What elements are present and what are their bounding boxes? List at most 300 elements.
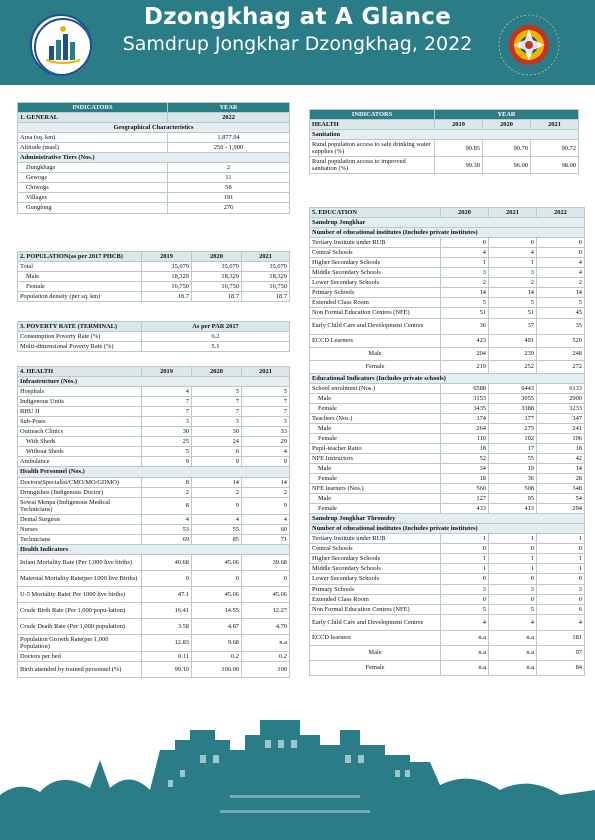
edu-ind-label: Female bbox=[310, 504, 441, 514]
infra-value: 30 bbox=[192, 427, 242, 437]
infra-value: 7 bbox=[192, 407, 242, 417]
edu-ind-label: School enrolment (Nos.) bbox=[310, 383, 441, 393]
dzongkhag-emblem bbox=[493, 10, 567, 80]
thr-value: n.a bbox=[441, 630, 489, 645]
right-health-year-3: 2021 bbox=[531, 120, 579, 130]
inst-value: 272 bbox=[537, 360, 585, 373]
inst-value: 45 bbox=[537, 308, 585, 318]
infra-row bbox=[18, 407, 290, 417]
edu-ind-value: 2900 bbox=[537, 393, 585, 403]
thr-value: 181 bbox=[537, 630, 585, 645]
health-ind-value: 100.00 bbox=[192, 662, 242, 678]
population-value: 16,750 bbox=[192, 282, 242, 292]
edu-ind-value: 3435 bbox=[441, 403, 489, 413]
edu-ind-value: 377 bbox=[489, 413, 537, 423]
general-label: Altitude (masl) bbox=[18, 143, 168, 153]
health-ind-value: 0.11 bbox=[142, 651, 192, 661]
infra-row bbox=[18, 457, 290, 467]
inst-value: 51 bbox=[441, 308, 489, 318]
inst-row bbox=[310, 334, 585, 347]
edu-ind-value: 42 bbox=[537, 453, 585, 463]
edu-ind-value: 36 bbox=[489, 473, 537, 483]
thr-value: 1 bbox=[489, 564, 537, 574]
edu-ind-row bbox=[310, 504, 585, 514]
thromdey-subhead: Samdrup Jongkhar Thromdey bbox=[310, 514, 585, 524]
infra-value: 3 bbox=[242, 417, 290, 427]
thr-value: 0 bbox=[441, 574, 489, 584]
health-ind-value: 0 bbox=[142, 570, 192, 586]
personnel-value: 9 bbox=[242, 497, 290, 514]
edu-ind-value: 508 bbox=[489, 484, 537, 494]
inst-value: 5 bbox=[441, 298, 489, 308]
edu-ind-label: Male bbox=[310, 494, 441, 504]
poverty-value: 5.1 bbox=[142, 342, 290, 352]
health-year-2: 2020 bbox=[192, 367, 242, 377]
inst-value: 0 bbox=[489, 238, 537, 248]
population-row bbox=[18, 272, 290, 282]
personnel-value: 2 bbox=[242, 487, 290, 497]
admin-row bbox=[18, 163, 290, 173]
poverty-label: Consumption Poverty Rate (%) bbox=[18, 332, 142, 342]
inst-label: Higher Secondary Schools bbox=[310, 258, 441, 268]
inst-row bbox=[310, 308, 585, 318]
thr-row bbox=[310, 544, 585, 554]
population-year-2: 2020 bbox=[192, 252, 242, 262]
infra-row bbox=[18, 417, 290, 427]
edu-ind-row bbox=[310, 383, 585, 393]
inst-value: 4 bbox=[537, 268, 585, 278]
inst-value: 0 bbox=[537, 248, 585, 258]
edu-ind-value: 6133 bbox=[537, 383, 585, 393]
personnel-value: 85 bbox=[192, 534, 242, 544]
infra-label: With Sheds bbox=[18, 437, 142, 447]
edu-ind-value: 347 bbox=[537, 413, 585, 423]
page-header bbox=[0, 0, 595, 85]
thr-value: 0 bbox=[489, 574, 537, 584]
thr-row bbox=[310, 604, 585, 614]
personnel-value: 4 bbox=[142, 514, 192, 524]
thr-value: 1 bbox=[537, 564, 585, 574]
infra-value: 7 bbox=[242, 397, 290, 407]
edu-ind-row bbox=[310, 423, 585, 433]
right-indicators-header: INDICATORS bbox=[310, 110, 435, 120]
health-ind-value: 100 bbox=[242, 662, 290, 678]
thr-label: ECCD learners bbox=[310, 630, 441, 645]
personnel-subhead: Health Personnel (Nos.) bbox=[18, 467, 290, 477]
inst-label: Male bbox=[310, 347, 441, 360]
edu-ind-value: 102 bbox=[489, 433, 537, 443]
population-label: Population density (per sq. km) bbox=[18, 292, 142, 302]
inst-value: 37 bbox=[489, 318, 537, 334]
poverty-value: 6.2 bbox=[142, 332, 290, 342]
inst-row bbox=[310, 268, 585, 278]
education-label: 5. EDUCATION bbox=[310, 208, 441, 218]
indicators-header: INDICATORS bbox=[18, 103, 168, 113]
thr-value: 0 bbox=[441, 594, 489, 604]
health-ind-value: 0 bbox=[242, 570, 290, 586]
thr-value: 5 bbox=[441, 604, 489, 614]
admin-row bbox=[18, 203, 290, 213]
sanitation-label: Rural population access to improved sanitation (%) bbox=[310, 157, 435, 174]
inst-value: 0 bbox=[441, 238, 489, 248]
thr-label: Extended Class Room bbox=[310, 594, 441, 604]
education-year-2: 2021 bbox=[489, 208, 537, 218]
thr-value: 84 bbox=[537, 660, 585, 675]
general-value: 1,877.94 bbox=[168, 133, 290, 143]
thr-label: Middle Secondary Schools bbox=[310, 564, 441, 574]
personnel-value: 4 bbox=[192, 514, 242, 524]
health-ind-row bbox=[18, 586, 290, 602]
health-ind-value: 40.68 bbox=[142, 554, 192, 570]
thr-value: n.a bbox=[489, 630, 537, 645]
inst-row bbox=[310, 238, 585, 248]
inst-value: 3 bbox=[489, 268, 537, 278]
inst-value: 2 bbox=[537, 278, 585, 288]
infra-value: 29 bbox=[242, 437, 290, 447]
thr-label: Central Schools bbox=[310, 544, 441, 554]
sanitation-value: 99.85 bbox=[435, 140, 483, 157]
right-health-year-1: 2019 bbox=[435, 120, 483, 130]
thr-row bbox=[310, 574, 585, 584]
inst-value: 14 bbox=[441, 288, 489, 298]
geo-subhead: Geographical Characteristics bbox=[18, 123, 290, 133]
infra-row bbox=[18, 427, 290, 437]
population-table bbox=[17, 251, 290, 302]
thr-row bbox=[310, 614, 585, 630]
thr-label: Early Child Care and Development Centres bbox=[310, 614, 441, 630]
personnel-label: Dental Surgeon bbox=[18, 514, 142, 524]
health-ind-value: n.a bbox=[242, 634, 290, 651]
edu-ind-label: Female bbox=[310, 403, 441, 413]
edu-ind-row bbox=[310, 473, 585, 483]
population-label: Male bbox=[18, 272, 142, 282]
health-ind-label: Population Growth Rate(per 1,000 Population) bbox=[18, 634, 142, 651]
education-table bbox=[309, 207, 585, 676]
edu-ind-value: 374 bbox=[441, 413, 489, 423]
health-ind-value: 4.79 bbox=[242, 618, 290, 634]
infra-row bbox=[18, 447, 290, 457]
infra-value: 5 bbox=[142, 447, 192, 457]
inst-subhead: Number of educational institutes (Includes private institutes) bbox=[310, 228, 585, 238]
edu-ind-label: NFE Instructors bbox=[310, 453, 441, 463]
population-value: 18,329 bbox=[192, 272, 242, 282]
thr-row bbox=[310, 584, 585, 594]
admin-label: Gewogs bbox=[18, 173, 168, 183]
inst-value: 14 bbox=[537, 288, 585, 298]
personnel-value: 71 bbox=[242, 534, 290, 544]
infra-value: 9 bbox=[142, 457, 192, 467]
infra-value: 4 bbox=[142, 387, 192, 397]
admin-value: 58 bbox=[168, 183, 290, 193]
inst-label: Central Schools bbox=[310, 248, 441, 258]
health-ind-label: Infant Mortality Rate (Per 1,000 live births) bbox=[18, 554, 142, 570]
thr-row bbox=[310, 630, 585, 645]
inst-value: 5 bbox=[489, 298, 537, 308]
inst-label: Middle Secondary Schools bbox=[310, 268, 441, 278]
edu-ind-value: 95 bbox=[489, 494, 537, 504]
edu-ind-value: 275 bbox=[489, 423, 537, 433]
poverty-col: As per PAR 2017 bbox=[142, 322, 290, 332]
infra-label: Ambulance bbox=[18, 457, 142, 467]
infra-label: BHU II bbox=[18, 407, 142, 417]
health-ind-row bbox=[18, 662, 290, 678]
inst-label: Primary Schools bbox=[310, 288, 441, 298]
thr-label: Primary Schools bbox=[310, 584, 441, 594]
inst-row bbox=[310, 288, 585, 298]
health-table bbox=[17, 366, 290, 678]
edu-ind-subhead: Educational Indicators (Includes private schools) bbox=[310, 373, 585, 383]
inst-label: Lower Secondary Schools bbox=[310, 278, 441, 288]
admin-value: 276 bbox=[168, 203, 290, 213]
infra-value: 7 bbox=[242, 407, 290, 417]
health-ind-label: Crude Death Rate (Per 1,000 population) bbox=[18, 618, 142, 634]
edu-ind-row bbox=[310, 463, 585, 473]
thr-value: 0 bbox=[489, 544, 537, 554]
infra-label: Without Sheds bbox=[18, 447, 142, 457]
poverty-row bbox=[18, 342, 290, 352]
inst-label: Extended Class Room bbox=[310, 298, 441, 308]
general-label: 1. GENERAL bbox=[18, 113, 168, 123]
thr-row bbox=[310, 594, 585, 604]
thr-value: 4 bbox=[537, 614, 585, 630]
infra-value: 7 bbox=[192, 397, 242, 407]
infra-value: 7 bbox=[142, 397, 192, 407]
edu-ind-row bbox=[310, 494, 585, 504]
health-year-3: 2021 bbox=[242, 367, 290, 377]
admin-row bbox=[18, 173, 290, 183]
health-ind-label: Doctors per bed bbox=[18, 651, 142, 661]
inst-value: 248 bbox=[537, 347, 585, 360]
personnel-row bbox=[18, 497, 290, 514]
sanitation-table bbox=[309, 109, 579, 174]
admin-value: 2 bbox=[168, 163, 290, 173]
inst-value: 4 bbox=[441, 248, 489, 258]
admin-value: 191 bbox=[168, 193, 290, 203]
inst-label: ECCD Learners bbox=[310, 334, 441, 347]
edu-ind-value: 14 bbox=[537, 463, 585, 473]
edu-ind-value: 34 bbox=[441, 463, 489, 473]
personnel-value: 60 bbox=[242, 524, 290, 534]
inst-row bbox=[310, 258, 585, 268]
inst-value: 36 bbox=[441, 318, 489, 334]
thromdey-inst-subhead: Number of educational institutes (Includes private institutes) bbox=[310, 524, 585, 534]
edu-ind-value: 18 bbox=[441, 473, 489, 483]
personnel-value: 8 bbox=[142, 477, 192, 487]
health-ind-value: 45.06 bbox=[242, 586, 290, 602]
personnel-value: 8 bbox=[142, 497, 192, 514]
sanitation-subhead: Sanitation bbox=[310, 130, 579, 140]
year-header: YEAR bbox=[168, 103, 290, 113]
health-ind-row bbox=[18, 602, 290, 618]
inst-value: 4 bbox=[489, 248, 537, 258]
inst-value: 520 bbox=[537, 334, 585, 347]
admin-row bbox=[18, 193, 290, 203]
infra-value: 5 bbox=[192, 387, 242, 397]
population-value: 18,329 bbox=[142, 272, 192, 282]
infra-value: 6 bbox=[192, 447, 242, 457]
edu-ind-value: 110 bbox=[441, 433, 489, 443]
population-row bbox=[18, 262, 290, 272]
infra-value: 33 bbox=[242, 427, 290, 437]
infra-value: 3 bbox=[142, 417, 192, 427]
edu-ind-value: 6443 bbox=[489, 383, 537, 393]
thr-value: 6 bbox=[537, 604, 585, 614]
health-ind-value: 9.68 bbox=[192, 634, 242, 651]
edu-ind-value: 6588 bbox=[441, 383, 489, 393]
thr-label: Male bbox=[310, 645, 441, 660]
health-ind-row bbox=[18, 618, 290, 634]
health-ind-value: 12.27 bbox=[242, 602, 290, 618]
population-value: 16,750 bbox=[142, 282, 192, 292]
sanitation-value: 96.00 bbox=[483, 157, 531, 174]
health-ind-value: 0 bbox=[192, 570, 242, 586]
infra-label: Outreach Clinics bbox=[18, 427, 142, 437]
health-ind-value: 3.58 bbox=[142, 618, 192, 634]
infra-value: 4 bbox=[242, 447, 290, 457]
inst-value: 51 bbox=[489, 308, 537, 318]
inst-value: 3 bbox=[441, 268, 489, 278]
thr-value: 1 bbox=[537, 534, 585, 544]
inst-value: 0 bbox=[537, 238, 585, 248]
personnel-label: Sowai Menpa (Indigenous Medical Technicians) bbox=[18, 497, 142, 514]
edu-ind-value: 3388 bbox=[489, 403, 537, 413]
personnel-label: Nurses bbox=[18, 524, 142, 534]
personnel-value: 2 bbox=[142, 487, 192, 497]
admin-value: 11 bbox=[168, 173, 290, 183]
health-ind-value: 4.87 bbox=[192, 618, 242, 634]
inst-row bbox=[310, 318, 585, 334]
sanitation-value: 98.00 bbox=[531, 157, 579, 174]
personnel-value: 9 bbox=[192, 497, 242, 514]
indicators-subhead: Health Indicators bbox=[18, 544, 290, 554]
inst-row bbox=[310, 248, 585, 258]
general-value: 250 - 1,900 bbox=[168, 143, 290, 153]
infra-value: 30 bbox=[142, 427, 192, 437]
inst-value: 219 bbox=[441, 360, 489, 373]
general-table bbox=[17, 102, 290, 214]
general-row bbox=[18, 143, 290, 153]
right-health-year-2: 2020 bbox=[483, 120, 531, 130]
infra-row bbox=[18, 397, 290, 407]
edu-ind-value: 52 bbox=[441, 453, 489, 463]
infra-value: 24 bbox=[192, 437, 242, 447]
edu-ind-value: 348 bbox=[537, 484, 585, 494]
admin-label: Villages bbox=[18, 193, 168, 203]
dzong-skyline-illustration bbox=[0, 700, 595, 840]
admin-label: Dungkhags bbox=[18, 163, 168, 173]
health-ind-value: 47.1 bbox=[142, 586, 192, 602]
thr-label: Female bbox=[310, 660, 441, 675]
admin-subhead: Administrative Tiers (Nos.) bbox=[18, 153, 290, 163]
infra-value: 9 bbox=[242, 457, 290, 467]
edu-ind-value: 18 bbox=[537, 443, 585, 453]
population-value: 35,079 bbox=[242, 262, 290, 272]
population-label: 2. POPULATION(as per 2017 PHCB) bbox=[18, 252, 142, 262]
infra-label: Sub-Posts bbox=[18, 417, 142, 427]
health-ind-label: U-5 Mortality Rate( Per 1000 live births) bbox=[18, 586, 142, 602]
thr-value: 0 bbox=[537, 544, 585, 554]
inst-row bbox=[310, 278, 585, 288]
edu-ind-label: Pupil-teacher Ratio bbox=[310, 443, 441, 453]
inst-row bbox=[310, 347, 585, 360]
poverty-label: Multi-dimensional Poverty Rate (%) bbox=[18, 342, 142, 352]
population-row bbox=[18, 282, 290, 292]
population-label: Female bbox=[18, 282, 142, 292]
education-year-3: 2022 bbox=[537, 208, 585, 218]
thr-label: Tertiary Institute under RUB bbox=[310, 534, 441, 544]
personnel-label: Doctors(Specialist/CMO/MO/GDMO) bbox=[18, 477, 142, 487]
health-ind-value: 39.68 bbox=[242, 554, 290, 570]
general-row bbox=[18, 133, 290, 143]
health-ind-label: Maternal Mortality Rate(per 1000 live Births) bbox=[18, 570, 142, 586]
edu-ind-label: Male bbox=[310, 393, 441, 403]
edu-ind-row bbox=[310, 393, 585, 403]
edu-ind-value: 413 bbox=[489, 504, 537, 514]
personnel-label: Technicians bbox=[18, 534, 142, 544]
edu-ind-value: 264 bbox=[441, 423, 489, 433]
sanitation-value: 99.30 bbox=[435, 157, 483, 174]
inst-label: Female bbox=[310, 360, 441, 373]
personnel-value: 69 bbox=[142, 534, 192, 544]
thr-row bbox=[310, 645, 585, 660]
infra-row bbox=[18, 437, 290, 447]
infra-value: 3 bbox=[192, 417, 242, 427]
health-ind-label: Crude Birth Rate (Per 1,000 popu-lation) bbox=[18, 602, 142, 618]
inst-value: 491 bbox=[489, 334, 537, 347]
thr-value: 0 bbox=[489, 594, 537, 604]
population-value: 18.7 bbox=[242, 292, 290, 302]
edu-ind-value: 106 bbox=[537, 433, 585, 443]
inst-value: 5 bbox=[537, 298, 585, 308]
inst-row bbox=[310, 298, 585, 308]
infra-value: 5 bbox=[242, 387, 290, 397]
thr-row bbox=[310, 554, 585, 564]
inst-value: 4 bbox=[537, 258, 585, 268]
health-ind-value: 14.55 bbox=[192, 602, 242, 618]
page-title: Dzongkhag at A Glance bbox=[143, 4, 452, 30]
inst-row bbox=[310, 360, 585, 373]
edu-ind-value: 3055 bbox=[489, 393, 537, 403]
inst-label: Tertiary Institute under RUB bbox=[310, 238, 441, 248]
thr-value: 4 bbox=[441, 614, 489, 630]
inst-value: 35 bbox=[537, 318, 585, 334]
health-ind-row bbox=[18, 634, 290, 651]
health-ind-value: 45.06 bbox=[192, 586, 242, 602]
population-year-1: 2019 bbox=[142, 252, 192, 262]
health-ind-value: 45.06 bbox=[192, 554, 242, 570]
health-ind-value: 0.2 bbox=[192, 651, 242, 661]
thr-label: Higher Secondary Schools bbox=[310, 554, 441, 564]
admin-label: Gungtong bbox=[18, 203, 168, 213]
sanitation-row bbox=[310, 140, 579, 157]
personnel-row bbox=[18, 524, 290, 534]
health-ind-value: 16.41 bbox=[142, 602, 192, 618]
edu-ind-value: 560 bbox=[441, 484, 489, 494]
sanitation-label: Rural population access to safe drinking water supplies (%) bbox=[310, 140, 435, 157]
personnel-value: 53 bbox=[142, 524, 192, 534]
infra-row bbox=[18, 387, 290, 397]
edu-ind-label: Female bbox=[310, 433, 441, 443]
thr-value: n.a bbox=[441, 660, 489, 675]
edu-ind-value: 3153 bbox=[441, 393, 489, 403]
sanitation-value: 99.70 bbox=[483, 140, 531, 157]
thr-value: n.a bbox=[441, 645, 489, 660]
infra-label: Hospitals bbox=[18, 387, 142, 397]
inst-value: 1 bbox=[441, 258, 489, 268]
health-ind-row bbox=[18, 651, 290, 661]
thr-row bbox=[310, 564, 585, 574]
thr-value: 97 bbox=[537, 645, 585, 660]
